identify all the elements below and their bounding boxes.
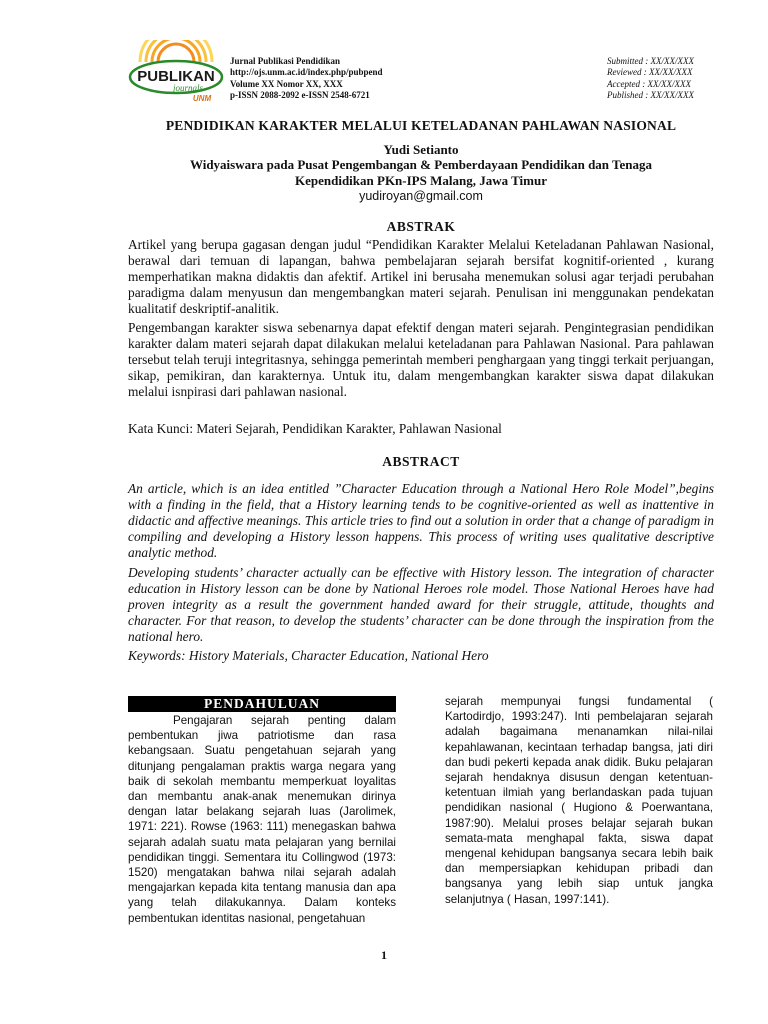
- logo-subtext: journals: [172, 83, 204, 93]
- date-published: Published : XX/XX/XXX: [607, 89, 694, 100]
- logo-graphic: [128, 40, 224, 102]
- logo-text: PUBLIKAN: [137, 68, 215, 85]
- author-name: Yudi Setianto: [383, 142, 459, 157]
- author-affiliation: [128, 157, 714, 189]
- affiliation-line-2: Kependidikan PKn-IPS Malang, Jawa Timur: [295, 173, 547, 188]
- date-submitted: Submitted : XX/XX/XXX: [607, 56, 694, 66]
- author-email[interactable]: yudiroyan@gmail.com: [359, 189, 483, 203]
- journal-volume: Volume XX Nomor XX, XXX: [230, 78, 343, 89]
- logo-badge: UNM: [192, 94, 212, 102]
- pendahuluan-right-column: sejarah mempunyai fungsi fundamental ( Kartodirdjo, 1993:247). Inti pembelajaran sejarah adalah bagaimana menanamkan nilai-nilai kepahlawanan, kecintaan terhadap bangsa, jati diri dan budi pekerti kepada anak didik. Buku pelajaran sejarah hendaknya disusun dengan ketentuan-ketentuan ilmiah yang berlandaskan pada tujuan pendidikan nasional ( Hugiono & Poerwantana, 1987:90). Melalui proses belajar sejarah bukan semata-mata menghapal fakta, siswa dapat mengenal kehidupan bangsanya secara lebih baik dan mempersiapkan kehidupan pribadi dan bangsanya yang lebih siap untuk jangka selanjutnya ( Hasan, 1997:141).: [445, 695, 713, 906]
- abstrak-paragraph-1: Artikel yang berupa gagasan dengan judul “Pendidikan Karakter Melalui Keteladanan Pahlawan Nasional, berawal dari temuan di lapangan, bahwa pembelajaran sejarah bersifat kognitif-oriented , kurang memperhatikan makna didaktis dan afektif. Artikel ini berusaha menemukan solusi agar terjadi perubahan paradigma dalam menyusun dan mengembangkan materi sejarah. Penulisan ini menggunakan pendekatan kualitatif deskriptif-analitik.: [128, 237, 714, 316]
- abstrak-keywords: Kata Kunci: Materi Sejarah, Pendidikan Karakter, Pahlawan Nasional: [128, 421, 502, 436]
- abstract-heading: ABSTRACT: [382, 454, 460, 469]
- pendahuluan-left-column: Pengajaran sejarah penting dalam pembentukan jiwa patriotisme dan rasa kebangsaan. Suatu pengetahuan sejarah yang ditunjang pengalaman praktis warga negara yang baik di sekolah membantu memperkuat loyalitas dan membantu anak-anak menemukan dirinya dengan latar belakang sejarah luas (Jarolimek, 1971: 221). Rowse (1963: 111) menegaskan bahwa sejarah adalah suatu mata pelajaran yang bernilai pendidikan tinggi. Sementara itu Collingwod (1973: 1520) mengatakan bahwa nilai sejarah adalah mengajarkan kepada kita tentang manusia dan apa yang telah dilakukannya. Dalam konteks pembentukan identitas nasional, pengetahuan: [128, 714, 396, 925]
- abstract-keywords: Keywords: History Materials, Character Education, National Hero: [128, 648, 489, 663]
- paper-title: PENDIDIKAN KARAKTER MELALUI KETELADANAN PAHLAWAN NASIONAL: [165, 118, 677, 133]
- journal-issn: p-ISSN 2088-2092 e-ISSN 2548-6721: [230, 89, 370, 100]
- journal-info: [230, 56, 383, 101]
- abstract-paragraph-1: An article, which is an idea entitled ”Character Education through a National Hero Role Model”,begins with a finding in the field, that a History learning tends to be cognitive-oriented as well as inattentive in didactic and affective meanings. This article tries to find out a solution in order that a change of paradigm in compiling and developing a History lesson happens. This process of writing uses qualitative descriptive analytic method.: [128, 481, 714, 560]
- date-reviewed: Reviewed : XX/XX/XXX: [607, 67, 693, 78]
- pendahuluan-heading: PENDAHULUAN: [128, 696, 396, 712]
- abstract-paragraph-2: Developing students’ character actually can be effective with History lesson. The integration of character education in History lesson can be done by National Heroes role model. Those National Heroes have had proven integrity as a result the government handed award for their struggle, attitude, thoughts and character. For that reason, to develop the students’ character can be done through the inspiration from the national hero.: [128, 565, 714, 644]
- journal-url[interactable]: http://ojs.unm.ac.id/index.php/pubpend: [230, 67, 383, 78]
- journal-name: Jurnal Publikasi Pendidikan: [230, 56, 341, 66]
- submission-dates: [607, 56, 694, 101]
- affiliation-line-1: Widyaiswara pada Pusat Pengembangan & Pemberdayaan Pendidikan dan Tenaga: [189, 157, 653, 172]
- journal-logo: [128, 40, 224, 102]
- abstrak-heading: ABSTRAK: [386, 219, 456, 234]
- page-number: 1: [381, 948, 387, 962]
- date-accepted: Accepted : XX/XX/XXX: [607, 78, 691, 89]
- abstrak-paragraph-2: Pengembangan karakter siswa sebenarnya dapat efektif dengan materi sejarah. Pengintegrasian pendidikan karakter dalam materi sejarah dapat dilakukan melalui keteladanan para Pahlawan Nasional. Para pahlawan tersebut telah teruji integritasnya, sehingga pemerintah memberi penghargaan yang tinggi terkait perjuangan, sikap, pemikiran, dan karakternya. Untuk itu, dalam mengembangkan karakter siswa dapat dilakukan melalui isnpirasi dari pahlawan nasional.: [128, 320, 714, 399]
